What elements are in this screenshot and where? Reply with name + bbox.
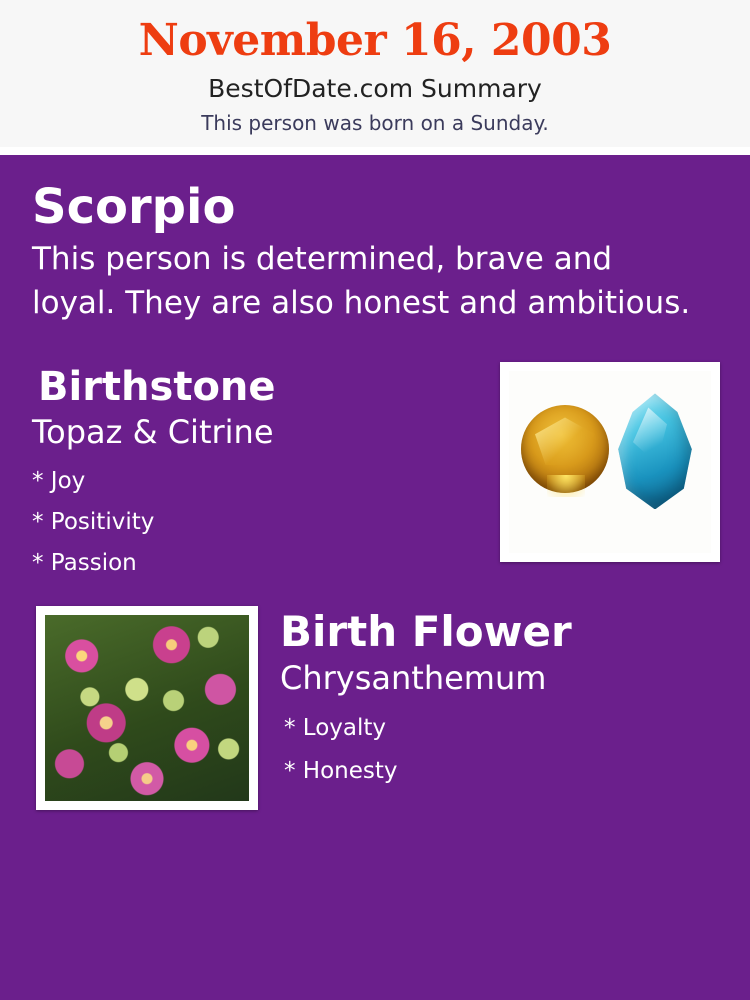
birthstone-section [28,365,722,580]
birth-flower-trait: * Loyalty [284,714,387,741]
card-header [0,0,750,147]
birthstone-photo-frame [500,362,720,562]
birthstone-title: Birthstone [38,364,276,411]
birth-flower-text [280,606,722,782]
birth-flower-title: Birth Flower [280,607,572,657]
birth-flower-photo-frame [36,606,258,810]
header-divider [0,147,750,155]
site-summary-label: BestOfDate.com Summary [208,73,542,103]
birthstone-text [28,365,468,574]
blue-topaz-gem-icon [615,393,695,509]
birth-flower-section [28,606,722,821]
page-title: November 16, 2003 [138,15,612,66]
birth-flower-trait: * Honesty [284,757,398,784]
card-body [0,155,750,1000]
born-day-note: This person was born on a Sunday. [201,110,549,135]
birthstone-trait: * Positivity [32,508,155,535]
birthstone-photo [509,371,711,553]
citrine-gem-icon [521,405,609,493]
birth-flower-photo [45,615,249,801]
birthstone-trait: * Joy [32,467,86,494]
zodiac-sign-name: Scorpio [32,178,236,235]
birth-flower-name: Chrysanthemum [280,658,547,697]
birthstone-trait: * Passion [32,549,137,576]
birthstone-name: Topaz & Citrine [32,413,274,452]
zodiac-description: This person is determined, brave and loyal. They are also honest and ambitious. [32,241,691,322]
